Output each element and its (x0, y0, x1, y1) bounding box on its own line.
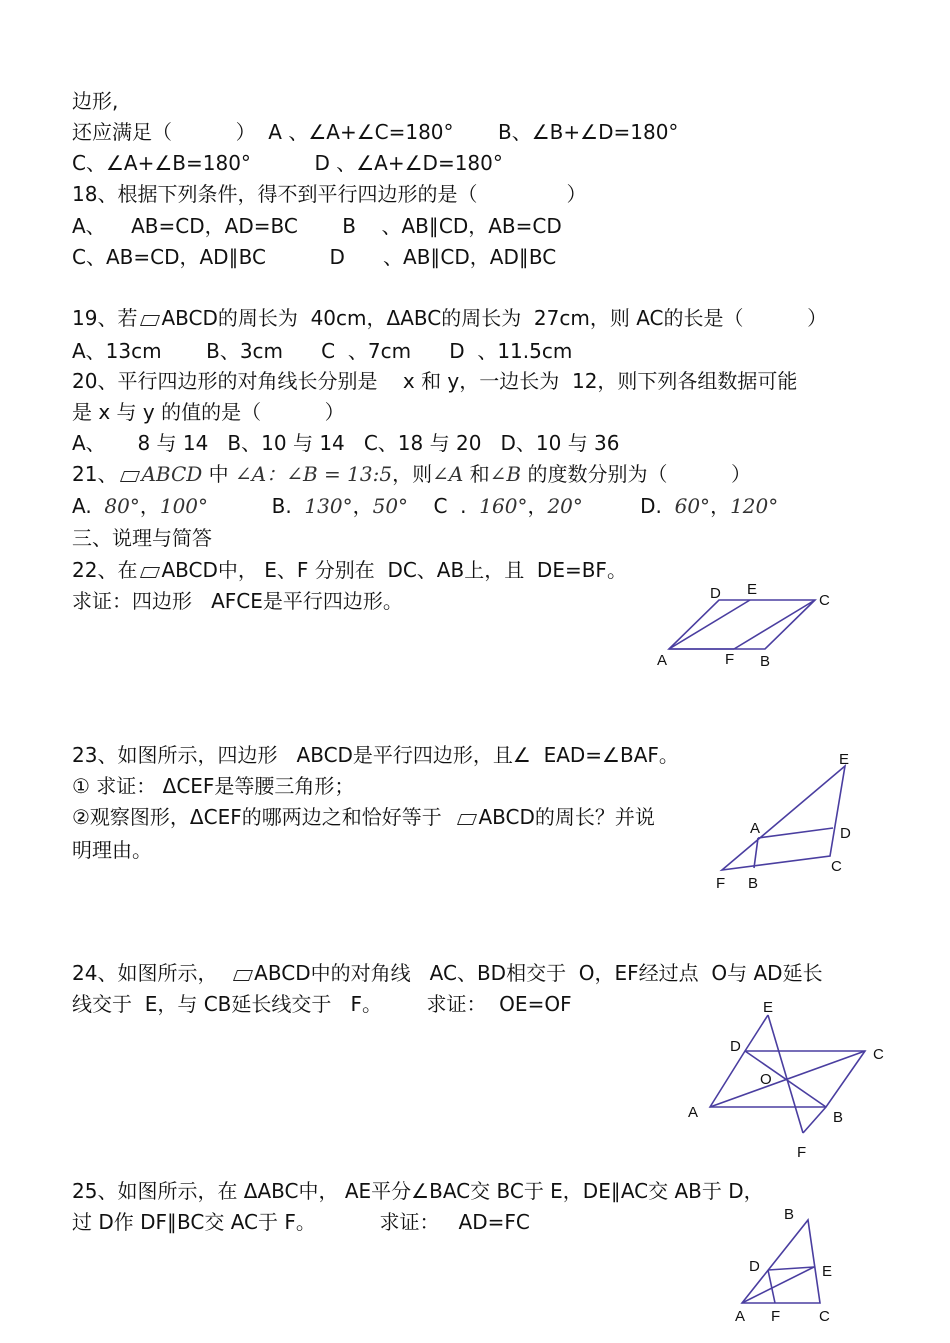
parallelogram-icon (119, 471, 139, 481)
question-19 (72, 305, 827, 331)
parallelogram-icon (139, 315, 159, 325)
fig22-label-f: F (725, 651, 735, 668)
q21-option-d-label: D. (640, 494, 662, 518)
q21-option-a-label: A. (72, 494, 92, 518)
fig23-label-f: F (716, 875, 726, 892)
fig25-label-f: F (771, 1308, 781, 1325)
q21-option-d-val1: 60° (674, 494, 711, 518)
question-23-part2 (72, 804, 655, 830)
q21-option-b-val2: 50° (372, 494, 409, 518)
q21-post2: 和 (469, 462, 490, 486)
question-23-part2-cont: 明理由。 (72, 838, 152, 862)
question-25-line2: 过 D作 DF∥BC交 AC于 F。 求证： AD=FC (72, 1210, 530, 1234)
fig25-label-c: C (819, 1308, 830, 1325)
fig22-label-b: B (760, 653, 771, 670)
fig25-label-b: B (784, 1206, 795, 1223)
fig22-parallelogram-abcd (669, 600, 815, 649)
q21-mid: 中 (202, 462, 236, 486)
fig24-label-a: A (688, 1104, 699, 1121)
question-25: 25、如图所示，在 ΔABC中， AE平分∠BAC交 BC于 E，DE∥AC交 AB于 D， (72, 1179, 764, 1203)
q21-math-angle-b: ∠B (489, 462, 522, 486)
q19-prefix: 19、若 (72, 306, 138, 330)
figure-25 (728, 1200, 843, 1330)
fig25-label-e: E (822, 1263, 833, 1280)
fig24-label-d: D (730, 1038, 741, 1055)
line-1: 边形, (72, 89, 119, 113)
q21-math-ratio: ∠A：∠B = 13:5 (235, 462, 393, 486)
figure-22 (650, 578, 840, 670)
line-2: 还应满足（ ） A 、∠A+∠C=180° B、∠B+∠D=180° (72, 120, 679, 144)
fig24-label-e: E (763, 999, 774, 1016)
fig25-segment-de (768, 1267, 814, 1270)
q24-prefix: 24、如图所示， (72, 961, 231, 985)
q22-prefix: 22、在 (72, 558, 138, 582)
fig23-label-b: B (748, 875, 759, 892)
fig24-extension-ad (745, 1015, 768, 1051)
section-3-heading: 三、说理与简答 (72, 526, 212, 550)
question-19-options: A、13cm B、3cm C 、7cm D 、11.5cm (72, 339, 573, 363)
q23-part2-pre: ②观察图形，ΔCEF的哪两边之和恰好等于 (72, 805, 455, 829)
fig22-label-a: A (657, 652, 668, 669)
q21-option-a-val1: 80° (104, 494, 140, 518)
fig22-label-d: D (710, 585, 721, 602)
fig24-label-b: B (833, 1109, 844, 1126)
fig23-label-d: D (840, 825, 851, 842)
question-20: 20、平行四边形的对角线长分别是 x 和 y，一边长为 12，则下列各组数据可能 (72, 369, 798, 393)
question-21 (72, 461, 751, 487)
q24-text: ABCD中的对角线 AC、BD相交于 O，EF经过点 O与 AD延长 (254, 961, 823, 985)
parallelogram-icon (456, 814, 476, 824)
question-24-line2: 线交于 E，与 CB延长线交于 F。 求证： OE=OF (72, 992, 572, 1016)
fig23-label-e: E (839, 751, 850, 768)
fig22-segment-fc (734, 600, 815, 649)
question-18: 18、根据下列条件，得不到平行四边形的是（ ） (72, 182, 587, 206)
q21-option-d-val2: 120° (730, 494, 779, 518)
question-22-prove: 求证：四边形 AFCE是平行四边形。 (72, 589, 403, 613)
question-21-options (72, 493, 778, 519)
q21-post3: 的度数分别为（ ） (527, 462, 752, 486)
fig24-label-o: O (760, 1071, 772, 1088)
q21-math-abcd: ABCD (141, 462, 203, 486)
fig23-label-a: A (750, 820, 761, 837)
fig24-extension-cb (803, 1107, 826, 1133)
fig24-segment-ef (768, 1015, 803, 1133)
q21-math-angle-a: ∠A (432, 462, 464, 486)
q21-option-c-val2: 20° (547, 494, 583, 518)
question-18-options-cd: C、AB=CD，AD∥BC D 、AB∥CD，AD∥BC (72, 245, 557, 269)
q21-option-a-val2: 100° (159, 494, 209, 518)
fig25-label-d: D (749, 1258, 760, 1275)
question-23-part1: ① 求证： ΔCEF是等腰三角形； (72, 774, 355, 798)
question-20-line2: 是 x 与 y 的值的是（ ） (72, 400, 345, 424)
q22-text: ABCD中， E、F 分别在 DC、AB上，且 DE=BF。 (161, 558, 627, 582)
fig22-label-e: E (747, 581, 758, 598)
q21-prefix: 21、 (72, 462, 118, 486)
parallelogram-icon (232, 970, 252, 980)
q23-part2-post: ABCD的周长？并说 (478, 805, 655, 829)
figure-23 (710, 748, 860, 893)
fig25-label-a: A (735, 1308, 746, 1325)
q21-option-c-val1: 160° (479, 494, 528, 518)
question-24 (72, 960, 823, 986)
fig22-segment-ae (669, 600, 750, 649)
question-22 (72, 557, 627, 583)
parallelogram-icon (139, 567, 159, 577)
fig24-label-f: F (797, 1144, 807, 1161)
q21-comma: ， (710, 494, 731, 518)
q19-text: ABCD的周长为 40cm，ΔABC的周长为 27cm，则 AC的长是（ ） (161, 306, 828, 330)
q21-option-c-label: C . (433, 494, 467, 518)
q21-comma: ， (527, 494, 548, 518)
question-23: 23、如图所示，四边形 ABCD是平行四边形，且∠ EAD=∠BAF。 (72, 743, 679, 767)
question-20-options: A、 8 与 14 B、10 与 14 C、18 与 20 D、10 与 36 (72, 431, 620, 455)
question-18-options-ab: A、 AB=CD，AD=BC B 、AB∥CD，AB=CD (72, 214, 562, 238)
q21-post1: ，则 (392, 462, 433, 486)
fig23-label-c: C (831, 858, 842, 875)
fig22-label-c: C (819, 592, 830, 609)
figure-24 (680, 995, 890, 1165)
q21-comma: ， (139, 494, 160, 518)
q21-option-b-label: B. (271, 494, 292, 518)
fig24-label-c: C (873, 1046, 884, 1063)
q21-option-b-val1: 130° (304, 494, 353, 518)
fig23-triangle-cef (722, 766, 845, 870)
line-3: C、∠A+∠B=180° D 、∠A+∠D=180° (72, 151, 503, 175)
q21-comma: ， (352, 494, 373, 518)
fig24-diagonal-bd (745, 1051, 826, 1107)
